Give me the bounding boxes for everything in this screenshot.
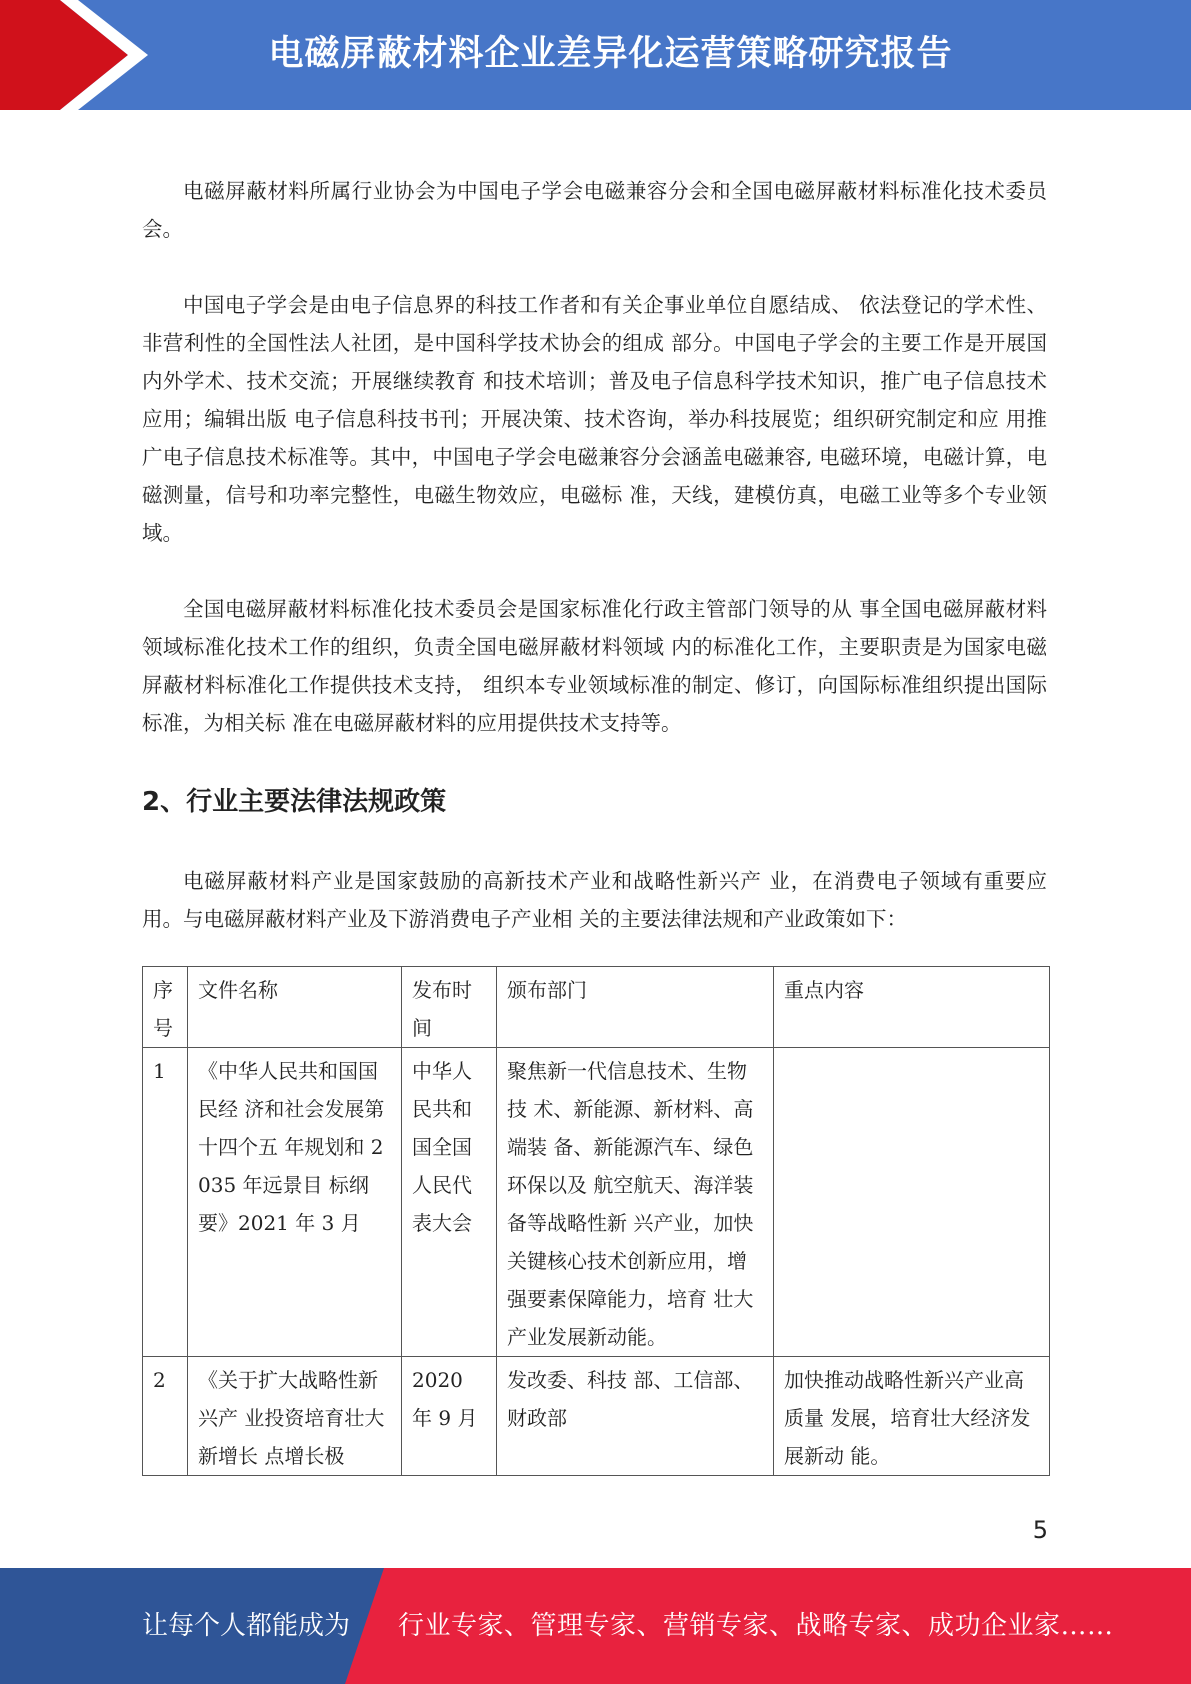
- cell-document: 《中华人民共和国国民经 济和社会发展第十四个五 年规划和 2035 年远景目 标纲要》2021 年 3 月: [188, 1048, 402, 1357]
- cell-date: 2020 年 9 月: [402, 1357, 497, 1476]
- footer-slogan-right: 行业专家、管理专家、营销专家、战略专家、成功企业家……: [398, 1611, 1114, 1641]
- table-row: [143, 1048, 1050, 1357]
- report-title: 电磁屏蔽材料企业差异化运营策略研究报告: [268, 34, 953, 74]
- cell-department: 聚焦新一代信息技术、生物技 术、新能源、新材料、高端装 备、新能源汽车、绿色环保以及 航空航天、海洋装备等战略性新 兴产业，加快关键核心技术创新应用，增强要素保障能力，培育 壮大产业发展新动能。: [497, 1048, 774, 1357]
- header-cell-document: 文件名称: [188, 967, 402, 1048]
- header-cell-key-content: 重点内容: [774, 967, 1050, 1048]
- policy-table-container: [142, 966, 1052, 1501]
- cell-department: 发改委、科技 部、工信部、 财政部: [497, 1357, 774, 1476]
- main-content: [142, 172, 1047, 976]
- header-cell-department: 颁布部门: [497, 967, 774, 1048]
- table-header-row: [143, 967, 1050, 1048]
- cell-key-content: [774, 1048, 1050, 1357]
- cell-index: 2: [143, 1357, 188, 1476]
- page-footer: [0, 1568, 1191, 1684]
- page-header: [0, 0, 1191, 110]
- cell-index: 1: [143, 1048, 188, 1357]
- header-cell-date: 发布时间: [402, 967, 497, 1048]
- header-cell-index: 序号: [143, 967, 188, 1048]
- paragraph-3: 全国电磁屏蔽材料标准化技术委员会是国家标准化行政主管部门领导的从 事全国电磁屏蔽材料领域标准化技术工作的组织，负责全国电磁屏蔽材料领域 内的标准化工作，主要职责是为国家电磁屏蔽材料标准化工作提供技术支持， 组织本专业领域标准的制定、修订，向国际标准组织提出国际标准，为相关标 准在电磁屏蔽材料的应用提供技术支持等。: [142, 597, 1047, 735]
- page-number: 5: [1032, 1516, 1048, 1544]
- footer-slogan-left: 让每个人都能成为: [142, 1611, 351, 1641]
- cell-key-content: 加快推动战略性新兴产业高质量 发展，培育壮大经济发展新动 能。: [774, 1357, 1050, 1476]
- cell-document: 《关于扩大战略性新兴产 业投资培育壮大新增长 点增长极: [188, 1357, 402, 1476]
- paragraph-2: 中国电子学会是由电子信息界的科技工作者和有关企事业单位自愿结成、 依法登记的学术性、非营利性的全国性法人社团，是中国科学技术协会的组成 部分。中国电子学会的主要工作是开展国内外学术、技术交流；开展继续教育 和技术培训；普及电子信息科学技术知识，推广电子信息技术应用；编辑出版 电子信息科技书刊；开展决策、技术咨询，举办科技展览；组织研究制定和应 用推广电子信息技术标准等。其中，中国电子学会电磁兼容分会涵盖电磁兼容, 电磁环境，电磁计算，电磁测量，信号和功率完整性，电磁生物效应，电磁标 准，天线，建模仿真，电磁工业等多个专业领域。: [142, 293, 1047, 545]
- section-heading: 2、行业主要法律法规政策: [142, 787, 447, 817]
- intro-paragraph: 电磁屏蔽材料产业是国家鼓励的高新技术产业和战略性新兴产 业，在消费电子领域有重要应用。与电磁屏蔽材料产业及下游消费电子产业相 关的主要法律法规和产业政策如下：: [142, 869, 1047, 931]
- paragraph-1: 电磁屏蔽材料所属行业协会为中国电子学会电磁兼容分会和全国电磁屏蔽材料标准化技术委员会。: [142, 179, 1047, 241]
- cell-date: 中华人民共和国全国人民代表大会: [402, 1048, 497, 1357]
- policy-table: [142, 966, 1050, 1476]
- table-row: [143, 1357, 1050, 1476]
